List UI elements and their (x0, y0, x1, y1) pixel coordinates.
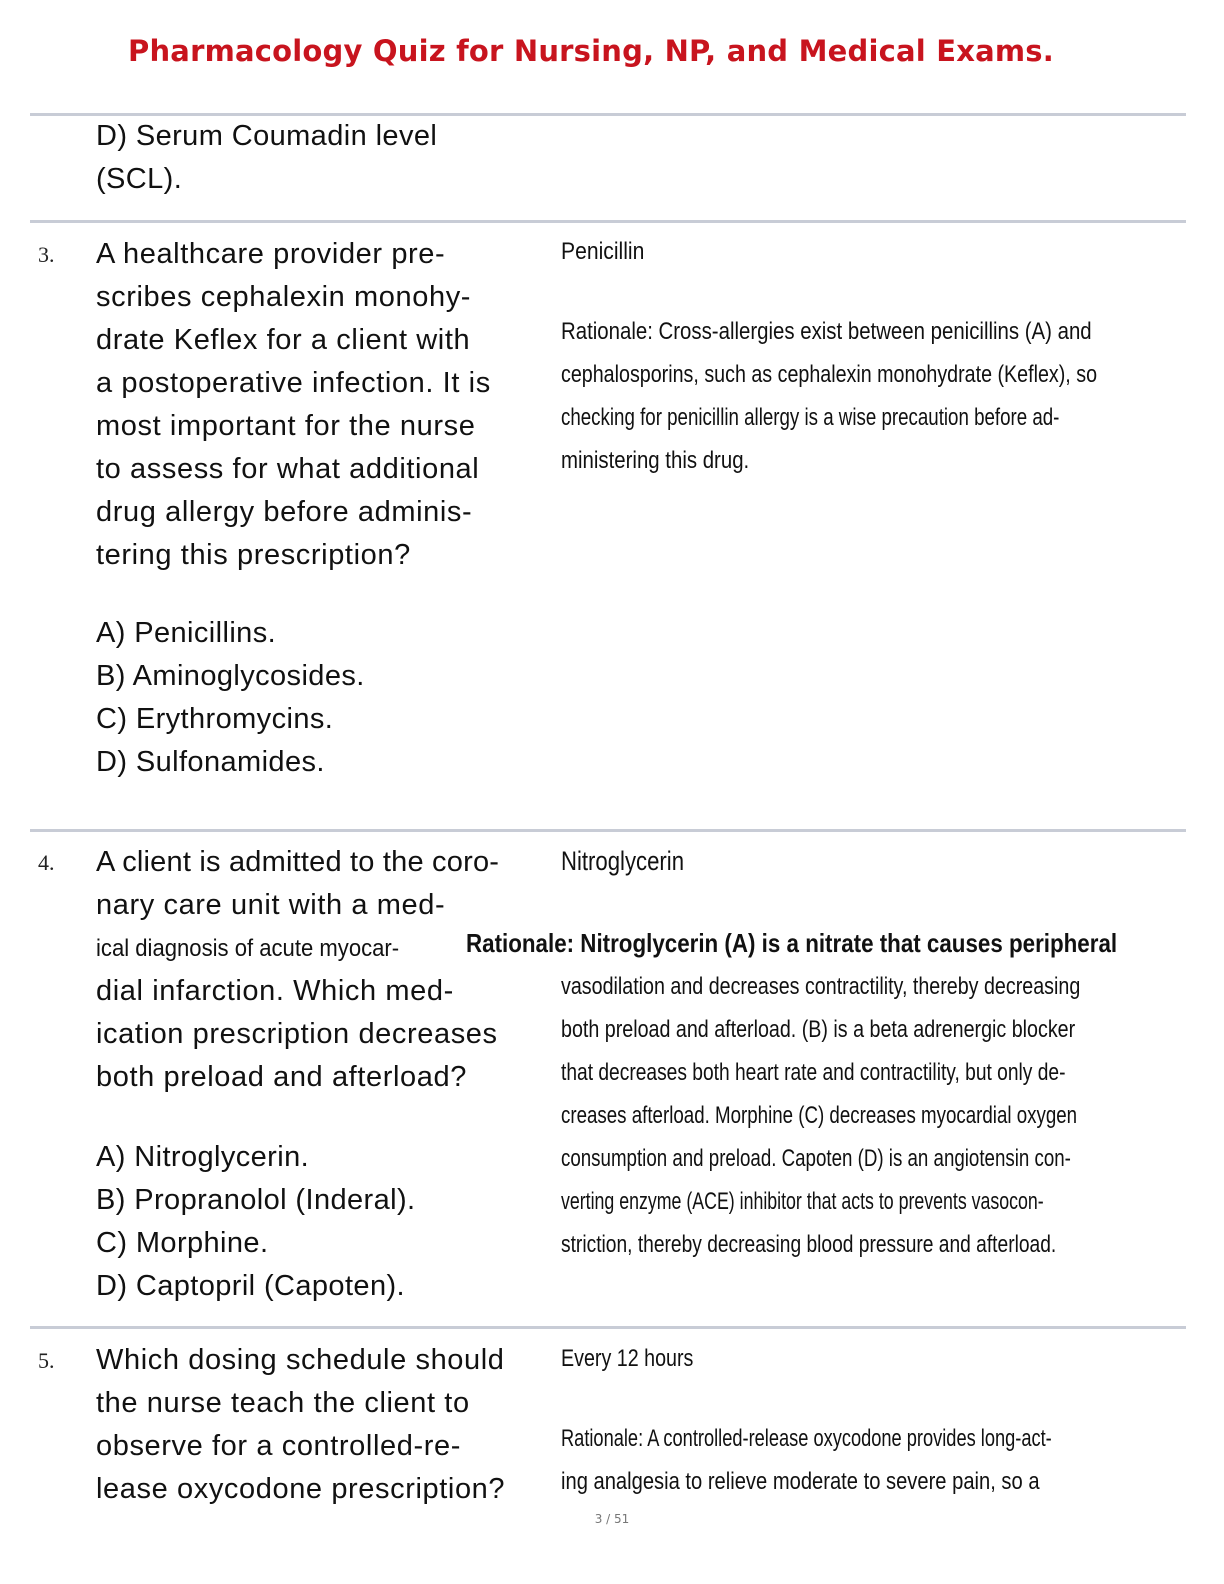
continued-options (96, 115, 437, 201)
rationale-line: striction, thereby decreasing blood pressure and afterload. (561, 1231, 1057, 1258)
option-d-continued: (SCL). (96, 163, 183, 195)
question-line: dial infarction. Which med- (96, 975, 454, 1007)
answer-text: Penicillin (561, 238, 645, 265)
rationale-line: both preload and afterload. (B) is a beta adrenergic blocker (561, 1016, 1076, 1043)
rationale (561, 1417, 1181, 1503)
question-line: most important for the nurse (96, 410, 476, 442)
option-d: D) Serum Coumadin level (96, 120, 438, 152)
question-line: observe for a controlled-re- (96, 1430, 461, 1462)
rationale-line: checking for penicillin allergy is a wise precaution before ad- (561, 404, 1060, 431)
rationale-line: that decreases both heart rate and contractility, but only de- (561, 1059, 1066, 1086)
option-a: A) Penicillins. (96, 617, 277, 649)
rationale (561, 310, 1181, 482)
option-b: B) Aminoglycosides. (96, 660, 365, 692)
question-number: 3. (38, 242, 55, 267)
question-number: 5. (38, 1348, 55, 1373)
rationale-line: ing analgesia to relieve moderate to severe pain, so a (561, 1468, 1040, 1495)
option-c: C) Morphine. (96, 1227, 269, 1259)
rationale-line: Rationale: Nitroglycerin (A) is a nitrate that causes peripheral (466, 928, 1118, 958)
question-text (96, 1339, 551, 1511)
question-text (96, 233, 551, 577)
answer-text: Nitroglycerin (561, 846, 685, 876)
question-line: ication prescription decreases (96, 1018, 498, 1050)
option-b: B) Propranolol (Inderal). (96, 1184, 416, 1216)
question-line: ical diagnosis of acute myocar- (96, 935, 400, 962)
rationale-line: Rationale: Cross-allergies exist between penicillins (A) and (561, 318, 1092, 345)
rationale-line: vasodilation and decreases contractility, thereby decreasing (561, 973, 1081, 1000)
rationale-line: cephalosporins, such as cephalexin monohydrate (Keflex), so (561, 361, 1098, 388)
question-line: drate Keflex for a client with (96, 324, 471, 356)
question-line: Which dosing schedule should (96, 1344, 505, 1376)
option-a: A) Nitroglycerin. (96, 1141, 310, 1173)
divider (30, 1326, 1186, 1329)
question-line: scribes cephalexin monohy- (96, 281, 472, 313)
page-title: Pharmacology Quiz for Nursing, NP, and Medical Exams. (128, 34, 1054, 68)
option-d: D) Captopril (Capoten). (96, 1270, 405, 1302)
question-line: the nurse teach the client to (96, 1387, 470, 1419)
divider (30, 220, 1186, 223)
rationale-line: ministering this drug. (561, 447, 750, 474)
question-line: nary care unit with a med- (96, 889, 446, 921)
question-line: a postoperative infection. It is (96, 367, 491, 399)
answer-text: Every 12 hours (561, 1345, 694, 1372)
answer-options (96, 1136, 415, 1308)
option-d: D) Sulfonamides. (96, 746, 325, 778)
rationale-line: Rationale: A controlled-release oxycodone provides long-act- (561, 1425, 1052, 1452)
rationale-line: consumption and preload. Capoten (D) is an angiotensin con- (561, 1145, 1071, 1172)
question-number: 4. (38, 850, 55, 875)
option-c: C) Erythromycins. (96, 703, 334, 735)
answer-options (96, 612, 365, 784)
divider (30, 829, 1186, 832)
question-line: both preload and afterload? (96, 1061, 467, 1093)
question-line: A client is admitted to the coro- (96, 846, 500, 878)
rationale (466, 922, 1181, 1266)
question-line: A healthcare provider pre- (96, 238, 446, 270)
question-line: drug allergy before adminis- (96, 496, 473, 528)
question-line: to assess for what additional (96, 453, 480, 485)
rationale-line: creases afterload. Morphine (C) decreases myocardial oxygen (561, 1102, 1078, 1129)
question-line: tering this prescription? (96, 539, 411, 571)
rationale-line: verting enzyme (ACE) inhibitor that acts to prevents vasocon- (561, 1188, 1044, 1215)
question-line: lease oxycodone prescription? (96, 1473, 506, 1505)
page-number: 3 / 51 (594, 1512, 630, 1526)
